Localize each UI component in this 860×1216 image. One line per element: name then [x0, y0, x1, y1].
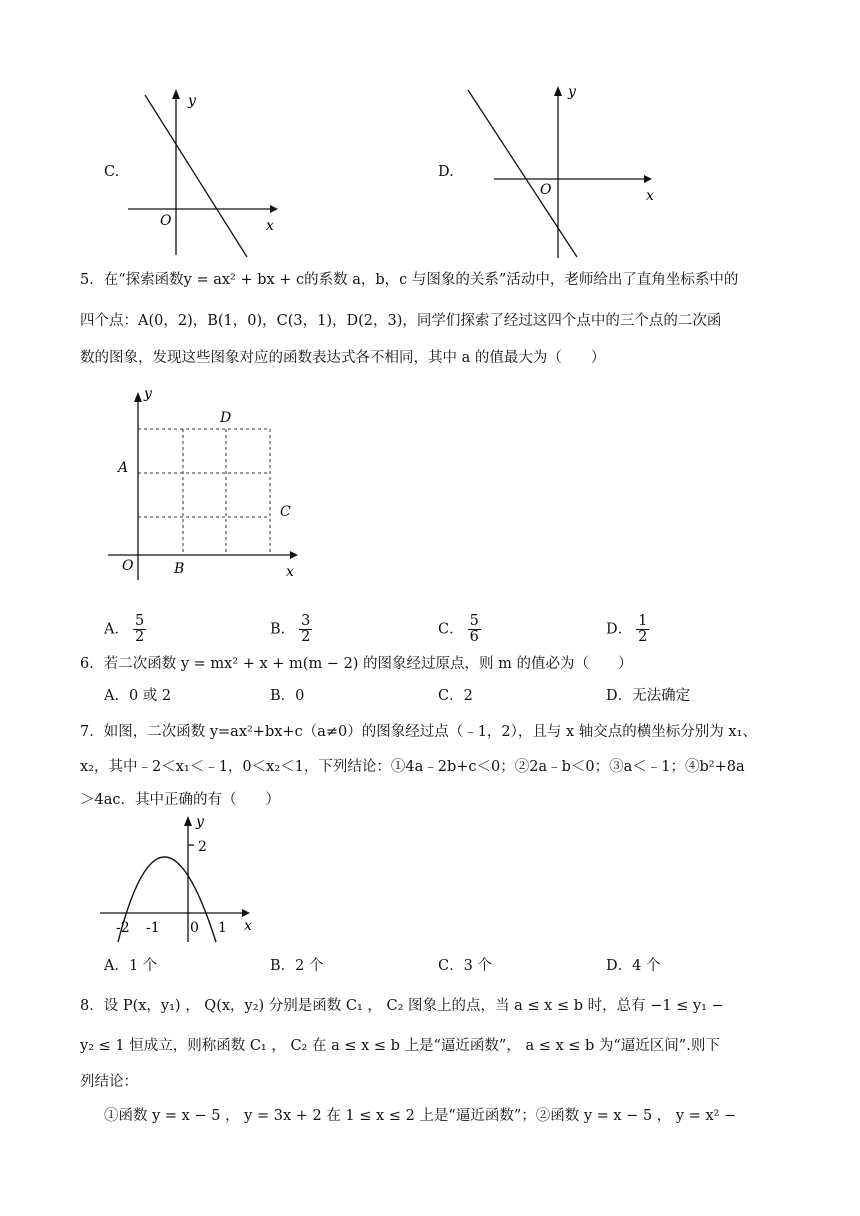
q5-option-a-fraction: $\frac{5}{2}$ — [134, 613, 145, 645]
q5-option-b-label: B． — [270, 621, 296, 638]
q7-option-b[interactable]: B．2 个 — [270, 958, 324, 974]
q5-stem-line-3: 数的图象，发现这些图象对应的函数表达式各不相同，其中 a 的值最大为（ ） — [80, 350, 606, 366]
q7-stem-line-1: 7．如图，二次函数 y=ax²+bx+c（a≠0）的图象经过点（﹣1，2），且与 x 轴交点的横坐标分别为 x₁、 — [80, 724, 757, 740]
q5-stem-line-1: 5．在“探索函数y = ax² + bx + c的系数 a，b，c 与图象的关系”活动中，老师给出了直角坐标系中的 — [80, 272, 739, 288]
q5-point-c-label: C — [280, 504, 291, 520]
q5-option-c-label: C． — [438, 621, 464, 638]
q5-option-a-label: A． — [104, 621, 129, 638]
q5-origin-label: O — [122, 558, 134, 574]
q5-x-label: x — [286, 564, 294, 580]
q4-option-d-label: D. — [438, 164, 454, 180]
q5-option-c-fraction: $\frac{5}{6}$ — [469, 613, 479, 645]
q5-option-a[interactable] — [104, 614, 146, 645]
q6-option-d[interactable]: D．无法确定 — [606, 688, 691, 704]
q6-option-b[interactable]: B．0 — [270, 688, 305, 704]
q6-option-a[interactable]: A．0 或 2 — [104, 688, 172, 704]
q5-y-label: y — [144, 386, 152, 402]
q5-option-d[interactable] — [606, 614, 649, 645]
q7-tick-1: 1 — [218, 920, 227, 936]
q4d-origin-label: O — [540, 182, 552, 198]
q5-option-b[interactable] — [270, 614, 312, 645]
q5-option-d-fraction: $\frac{1}{2}$ — [638, 613, 648, 645]
q4-option-c-graph — [120, 85, 290, 260]
q8-stem-line-3: 列结论： — [80, 1074, 138, 1090]
q7-tick-minus-2: -2 — [116, 920, 130, 936]
q8-stem-line-4: ①函数 y = x − 5 ， y = 3x + 2 在 1 ≤ x ≤ 2 上是“逼近函数”；②函数 y = x − 5 ， y = x² − — [104, 1108, 737, 1124]
q7-tick-0: 0 — [190, 920, 199, 936]
q8-stem-line-2: y₂ ≤ 1 恒成立，则称函数 C₁ ， C₂ 在 a ≤ x ≤ b 上是“逼近函数”， a ≤ x ≤ b 为“逼近区间”.则下 — [80, 1038, 720, 1054]
q5-point-b-label: B — [174, 561, 185, 577]
q5-grid-graph — [100, 382, 315, 582]
q7-parabola-graph — [98, 810, 268, 950]
q7-option-c[interactable]: C．3 个 — [438, 958, 492, 974]
q7-tick-2: 2 — [198, 839, 207, 855]
q6-option-c[interactable]: C．2 — [438, 688, 473, 704]
q4-option-c-label: C. — [104, 164, 120, 180]
q7-y-label: y — [196, 814, 204, 830]
q4c-x-label: x — [266, 218, 274, 234]
q5-point-d-label: D — [220, 410, 232, 426]
q6-stem: 6．若二次函数 y = mx² + x + m(m − 2) 的图象经过原点，则 m 的值必为（ ） — [80, 656, 633, 672]
q7-tick-minus-1: -1 — [146, 920, 160, 936]
q4d-y-label: y — [568, 84, 576, 100]
q7-stem-line-3: ＞4ac．其中正确的有（ ） — [80, 792, 280, 808]
q5-point-a-label: A — [118, 460, 129, 476]
q5-option-d-label: D． — [606, 621, 633, 638]
q5-stem-line-2: 四个点：A(0，2)，B(1，0)，C(3，1)，D(2，3)，同学们探索了经过这四个点中的三个点的二次函 — [80, 313, 722, 329]
q5-option-c[interactable] — [438, 614, 481, 645]
q4d-x-label: x — [646, 188, 654, 204]
q4c-origin-label: O — [160, 213, 172, 229]
q7-option-d[interactable]: D．4 个 — [606, 958, 661, 974]
q7-x-label: x — [244, 918, 252, 934]
q8-stem-line-1: 8．设 P(x，y₁) ， Q(x，y₂) 分别是函数 C₁ ， C₂ 图象上的点，当 a ≤ x ≤ b 时，总有 −1 ≤ y₁ − — [80, 998, 724, 1014]
q4-option-d-graph — [462, 80, 662, 262]
q7-stem-line-2: x₂，其中﹣2＜x₁＜﹣1，0＜x₂＜1，下列结论：①4a﹣2b+c＜0；②2a﹣b＜0；③a＜﹣1；④b²+8a — [80, 759, 745, 775]
q7-option-a[interactable]: A．1 个 — [104, 958, 158, 974]
q5-option-b-fraction: $\frac{3}{2}$ — [301, 613, 311, 645]
q4c-y-label: y — [188, 93, 196, 109]
